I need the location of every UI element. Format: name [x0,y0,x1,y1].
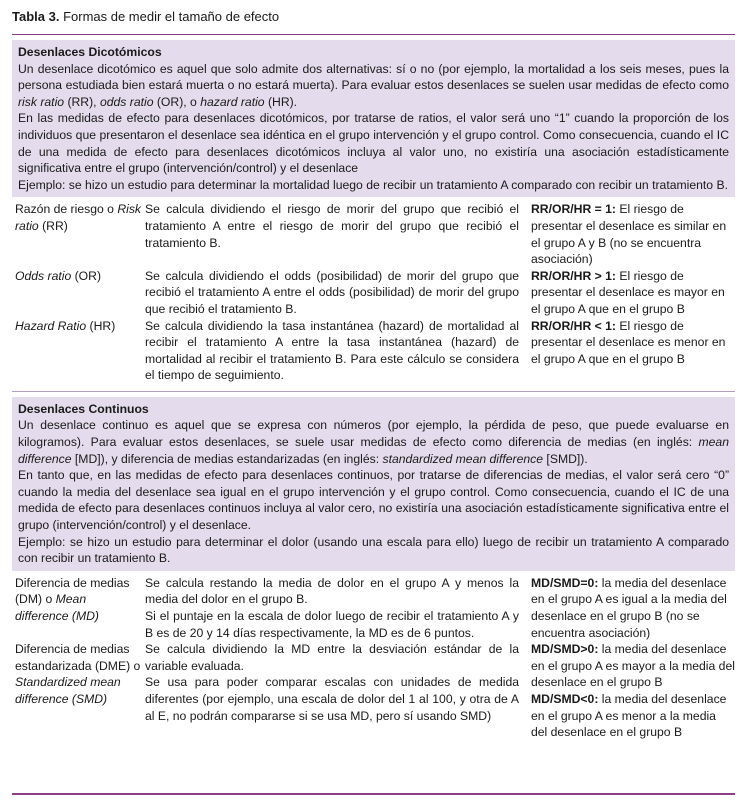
measure-description: Se calcula dividiendo el odds (posibilidad) de morir del grupo que recibió el tratamiento A entre el odds (posibilidad) de morir del grupo que recibió el tratamiento B. [145,268,519,316]
measure-interpretation: RR/OR/HR < 1: El riesgo de presentar el desenlace es menor en el grupo A que en el grupo B [531,318,726,366]
dichotomous-title: Desenlaces Dicotómicos [18,45,162,59]
continuous-intro [12,397,735,571]
measure-interpretation: MD/SMD=0: la media del desenlace en el grupo A es igual a la media del desenlace en el grupo B (no se encuentra asociación) [531,575,727,640]
continuous-rows [12,571,735,745]
table-caption [12,9,279,24]
measure-description: Se calcula dividiendo el riesgo de morir del grupo que recibió el tratamiento A entre el riesgo de morir del grupo que recibió el tratamiento B. [145,202,519,250]
section-divider [12,391,735,392]
table-label: Tabla 3. [12,9,60,24]
measure-interpretation: RR/OR/HR = 1: El riesgo de presentar el desenlace es similar en el grupo A y B (no se encuentra asociación) [531,202,727,267]
table [12,40,735,745]
measure-description: Se calcula dividiendo la tasa instantánea (hazard) de mortalidad al recibir el tratamiento A entre la tasa instantánea (hazard) de mortalidad al recibir el tratamiento B. Para este cálculo se considera el tiempo de seguimiento. [145,318,519,383]
measure-description: Se calcula restando la media de dolor en el grupo A y menos la media del dolor en el grupo B. Si el puntaje en la escala de dolor luego de recibir el tratamiento A y B es de 20 y 14 días respectivamente, la MD es de 6 puntos. [145,575,519,640]
measure-name: Razón de riesgo o Risk ratio (RR) [15,202,142,233]
table-row [12,268,735,318]
continuous-example: Ejemplo: se hizo un estudio para determinar el dolor (usando una escala para ello) luego de recibir un tratamiento A comparado con recibir un tratamiento B. [18,534,729,566]
measure-interpretation: MD/SMD>0: la media del desenlace en el grupo A es mayor a la media del desenlace en el grupo B MD/SMD<0: la media del desenlace en el grupo A es menor a la media del desenlace en el grupo B [531,642,735,740]
measure-name: Odds ratio (OR) [15,268,102,283]
measure-name: Diferencia de medias (DM) o Mean difference (MD) [15,575,130,623]
dichotomous-paragraph-1: Un desenlace dicotómico es aquel que solo admite dos alternativas: sí o no (por ejemplo, la mortalidad a los seis meses, pues la persona estudiada bien estará muerta o no estará muerta). Para evaluar estos desenlaces se suelen usar medidas de efecto como risk ratio (RR), odds ratio (OR), o hazard ratio (HR). [18,61,729,109]
dichotomous-paragraph-2: En las medidas de efecto para desenlaces dicotómicos, por tratarse de ratios, el valor será uno “1” cuando la proporción de los individuos que presentaron el desenlace sea idéntica en el grupo intervención y el grupo control. Como consecuencia, cuando el IC de una medida de efecto para desenlaces dicotómicos incluya al valor uno, no existiría una asociación estadísticamente significativa entre el grupo (intervención/control) y el desenlace [18,111,729,176]
bottom-rule [12,793,735,795]
measure-name: Diferencia de medias estandarizada (DME) o Standardized mean difference (SMD) [15,642,141,706]
continuous-paragraph-1: Un desenlace continuo es aquel que se expresa con números (por ejemplo, la pérdida de peso, que puede evaluarse en kilogramos). Para evaluar estos desenlaces, se suele usar medidas de efecto como diferencia de medias (en inglés: mean difference [MD]), y diferencia de medias estandarizadas (en inglés: standardized mean difference [SMD]). [18,418,729,466]
dichotomous-intro [12,40,735,197]
dichotomous-example: Ejemplo: se hizo un estudio para determinar la mortalidad luego de recibir un tratamiento A comparado con recibir un tratamiento B. [18,177,728,192]
measure-interpretation: RR/OR/HR > 1: El riesgo de presentar el desenlace es mayor en el grupo A que en el grupo B [531,268,725,316]
top-rule [12,34,735,35]
measure-description: Se calcula dividiendo la MD entre la desviación estándar de la variable evaluada. Se usa para poder comparar escalas con unidades de medida diferentes (por ejemplo, una escala de dolor del 1 al 100, y otra de A al E, no podrán compararse si se usa MD, pero sí usando SMD) [145,642,519,723]
measure-name: Hazard Ratio (HR) [15,318,116,333]
table-row [12,318,735,384]
table-row [12,641,735,741]
dichotomous-rows [12,197,735,388]
continuous-paragraph-2: En tanto que, en las medidas de efecto para desenlaces continuos, por tratarse de diferencias de medias, el valor será cero “0” cuando la media del desenlace sea igual en el grupo intervención y el grupo control. Como consecuencia, cuando el IC de una medida de efecto para desenlaces continuos incluya al valor cero, no existiría una asociación estadísticamente significativa entre el grupo (intervención/control) y el desenlace. [18,468,729,533]
table-row [12,575,735,641]
table-row [12,201,735,267]
continuous-title: Desenlaces Continuos [18,401,149,416]
table-title: Formas de medir el tamaño de efecto [59,9,280,24]
